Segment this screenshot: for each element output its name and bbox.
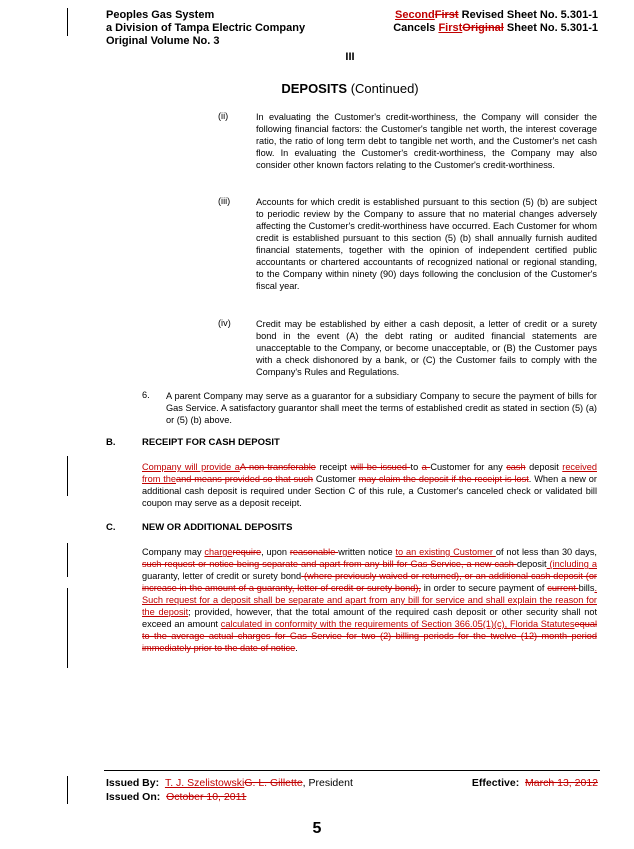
- page-number: 5: [312, 820, 322, 837]
- body-text: Customer: [313, 474, 359, 484]
- body-text: Customer for any: [430, 462, 507, 472]
- section-b-title: RECEIPT FOR CASH DEPOSIT: [142, 437, 280, 448]
- deleted-text: (where previously waived or returned), or an additional cash deposit (or increase in the amount of a guaranty, letter of credit or surety bond),: [142, 571, 597, 593]
- body-text: in order to secure payment of: [420, 583, 548, 593]
- body-text: bills: [578, 583, 595, 593]
- deleted-text: Original: [462, 22, 504, 34]
- section-c-text: [142, 546, 597, 654]
- issued-by-label: Issued By:: [106, 777, 160, 789]
- deleted-text: such request or notice being separate and apart from any bill for Gas Service, a new cash: [142, 559, 517, 569]
- cancels-sheet-line: [393, 22, 598, 35]
- revised-sheet-text: Revised Sheet No. 5.301-1: [458, 9, 598, 21]
- footer-rule: [104, 770, 600, 771]
- body-text: ; provided, however, that the total amount of the required cash deposit or other security shall not exceed an amount: [142, 607, 597, 629]
- item-label: (ii): [218, 111, 229, 121]
- deleted-text: October 10, 2011: [166, 791, 247, 803]
- cancels-label: Cancels: [393, 22, 439, 34]
- item-iii-text: Accounts for which credit is established pursuant to this section (5) (b) are subject to periodic review by the Company to assure that no material changes adversely affecting the Customer's credit-worthiness have occurred. Each Customer for whom credit is established pursuant to this section (5) (b) shall annually furnish audited financial statements, together with the opinion of independent certified public accountants or chartered accountants of recognized national or regional standing, to the Company within ninety (90) days following the conclusion of the Customer's fiscal year.: [256, 197, 597, 291]
- revision-bar: [67, 456, 68, 496]
- effective-label: Effective:: [471, 777, 520, 789]
- deleted-text: and means provided so that such: [176, 474, 314, 484]
- section-letter: B.: [106, 437, 116, 448]
- title-rest: (Continued): [347, 81, 419, 96]
- revision-bar: [67, 776, 68, 804]
- section-c-title: NEW OR ADDITIONAL DEPOSITS: [142, 522, 293, 533]
- issued-on-label: Issued On:: [106, 791, 161, 803]
- revised-sheet-line: [393, 9, 598, 22]
- deleted-text: require: [232, 547, 262, 557]
- company-division: a Division of Tampa Electric Company: [106, 22, 306, 34]
- issued-by-line: [106, 777, 353, 790]
- volume-number: Original Volume No. 3: [106, 35, 220, 47]
- issued-on-line: [106, 791, 246, 804]
- section-letter: C.: [106, 522, 116, 533]
- body-text: of not less than 30 days,: [495, 547, 597, 557]
- deleted-text: reasonable: [289, 547, 339, 557]
- body-text: , upon: [261, 547, 290, 557]
- body-text: receipt: [315, 462, 351, 472]
- deleted-text: March 13, 2012: [525, 777, 598, 789]
- company-name: Peoples Gas System: [106, 9, 215, 21]
- deleted-text: a: [421, 462, 431, 472]
- section-roman-numeral: III: [345, 51, 355, 63]
- inserted-text: calculated in conformity with the requirements of Section 366.05(1)(c), Florida Statutes: [220, 619, 575, 629]
- deleted-text: A non-transferable: [239, 462, 316, 472]
- deleted-text: will be issued: [350, 462, 411, 472]
- inserted-text: (including a: [546, 559, 597, 569]
- deleted-text: cash: [506, 462, 526, 472]
- title-bold: DEPOSITS: [281, 81, 348, 96]
- deleted-text: G. L. Gillette: [244, 777, 303, 789]
- body-text: deposit: [516, 559, 547, 569]
- inserted-text: Company will provide a: [142, 462, 240, 472]
- cancels-sheet-text: Sheet No. 5.301-1: [503, 22, 598, 34]
- inserted-text: First: [438, 22, 463, 34]
- body-text: deposit: [529, 462, 563, 472]
- item-6-text: A parent Company may serve as a guarantor for a subsidiary Company to secure the payment of bills for Gas Service. A satisfactory guarantor shall meet the terms of established credit as stated in section (5) (a) or (5) (b) above.: [166, 391, 597, 425]
- inserted-text: T. J. Szelistowski: [164, 777, 245, 789]
- page-title: [0, 81, 634, 96]
- item-label: (iv): [218, 318, 231, 328]
- inserted-text: charge: [204, 547, 233, 557]
- deleted-text: current: [547, 583, 579, 593]
- body-text: written notice: [338, 547, 396, 557]
- sheet-header: [393, 9, 598, 35]
- body-text: guaranty, letter of credit or surety bond: [142, 571, 302, 581]
- inserted-text: to an existing Customer: [395, 547, 496, 557]
- effective-line: [472, 777, 598, 790]
- item-iv-text: Credit may be established by either a cash deposit, a letter of credit or a surety bond in the event (A) the debt rating or audited financial statements are unacceptable to the Company, or become unacceptable, or (B) the Customer pays with a check dishonored by a bank, or (C) the Customer fails to comply with the Company's Rules and Regulations.: [256, 319, 597, 377]
- body-text: to: [410, 462, 422, 472]
- deleted-text: First: [434, 9, 459, 21]
- body-text: Company may: [142, 547, 205, 557]
- section-b-text: [142, 461, 597, 509]
- company-header: [106, 9, 305, 48]
- revision-bar: [67, 588, 68, 668]
- deleted-text: may claim the deposit if the receipt is lost: [358, 474, 529, 484]
- body-text: .: [295, 643, 298, 653]
- body-text: . When a new or additional cash deposit is required under Section C of this rule, a Customer's canceled check or validated bill coupon may serve as a deposit receipt.: [142, 474, 597, 508]
- inserted-text: received from the: [142, 462, 597, 484]
- inserted-text: . Such request for a deposit shall be separate and apart from any bill for service and shall explain the reason for the deposit: [142, 583, 597, 617]
- item-ii-text: In evaluating the Customer's credit-worthiness, the Company will consider the following financial factors: the Customer's tangible net worth, the interest coverage ratio, the ratio of long term debt to tangible net worth, and the Customer's net cash flow. In evaluating the Customer's credit-worthiness, the Company may also consider other known factors relating to the Customer's credit-worthiness.: [256, 112, 597, 170]
- item-label: (iii): [218, 196, 231, 206]
- deleted-text: equal to the average actual charges for Gas Service for two (2) billing periods for the twelve (12) month period immediately prior to the date of notice: [142, 619, 597, 653]
- item-label: 6.: [142, 390, 150, 400]
- revision-bar: [67, 8, 68, 36]
- revision-bar: [67, 543, 68, 577]
- inserted-text: Second: [395, 9, 435, 21]
- issued-by-title: , President: [302, 777, 353, 789]
